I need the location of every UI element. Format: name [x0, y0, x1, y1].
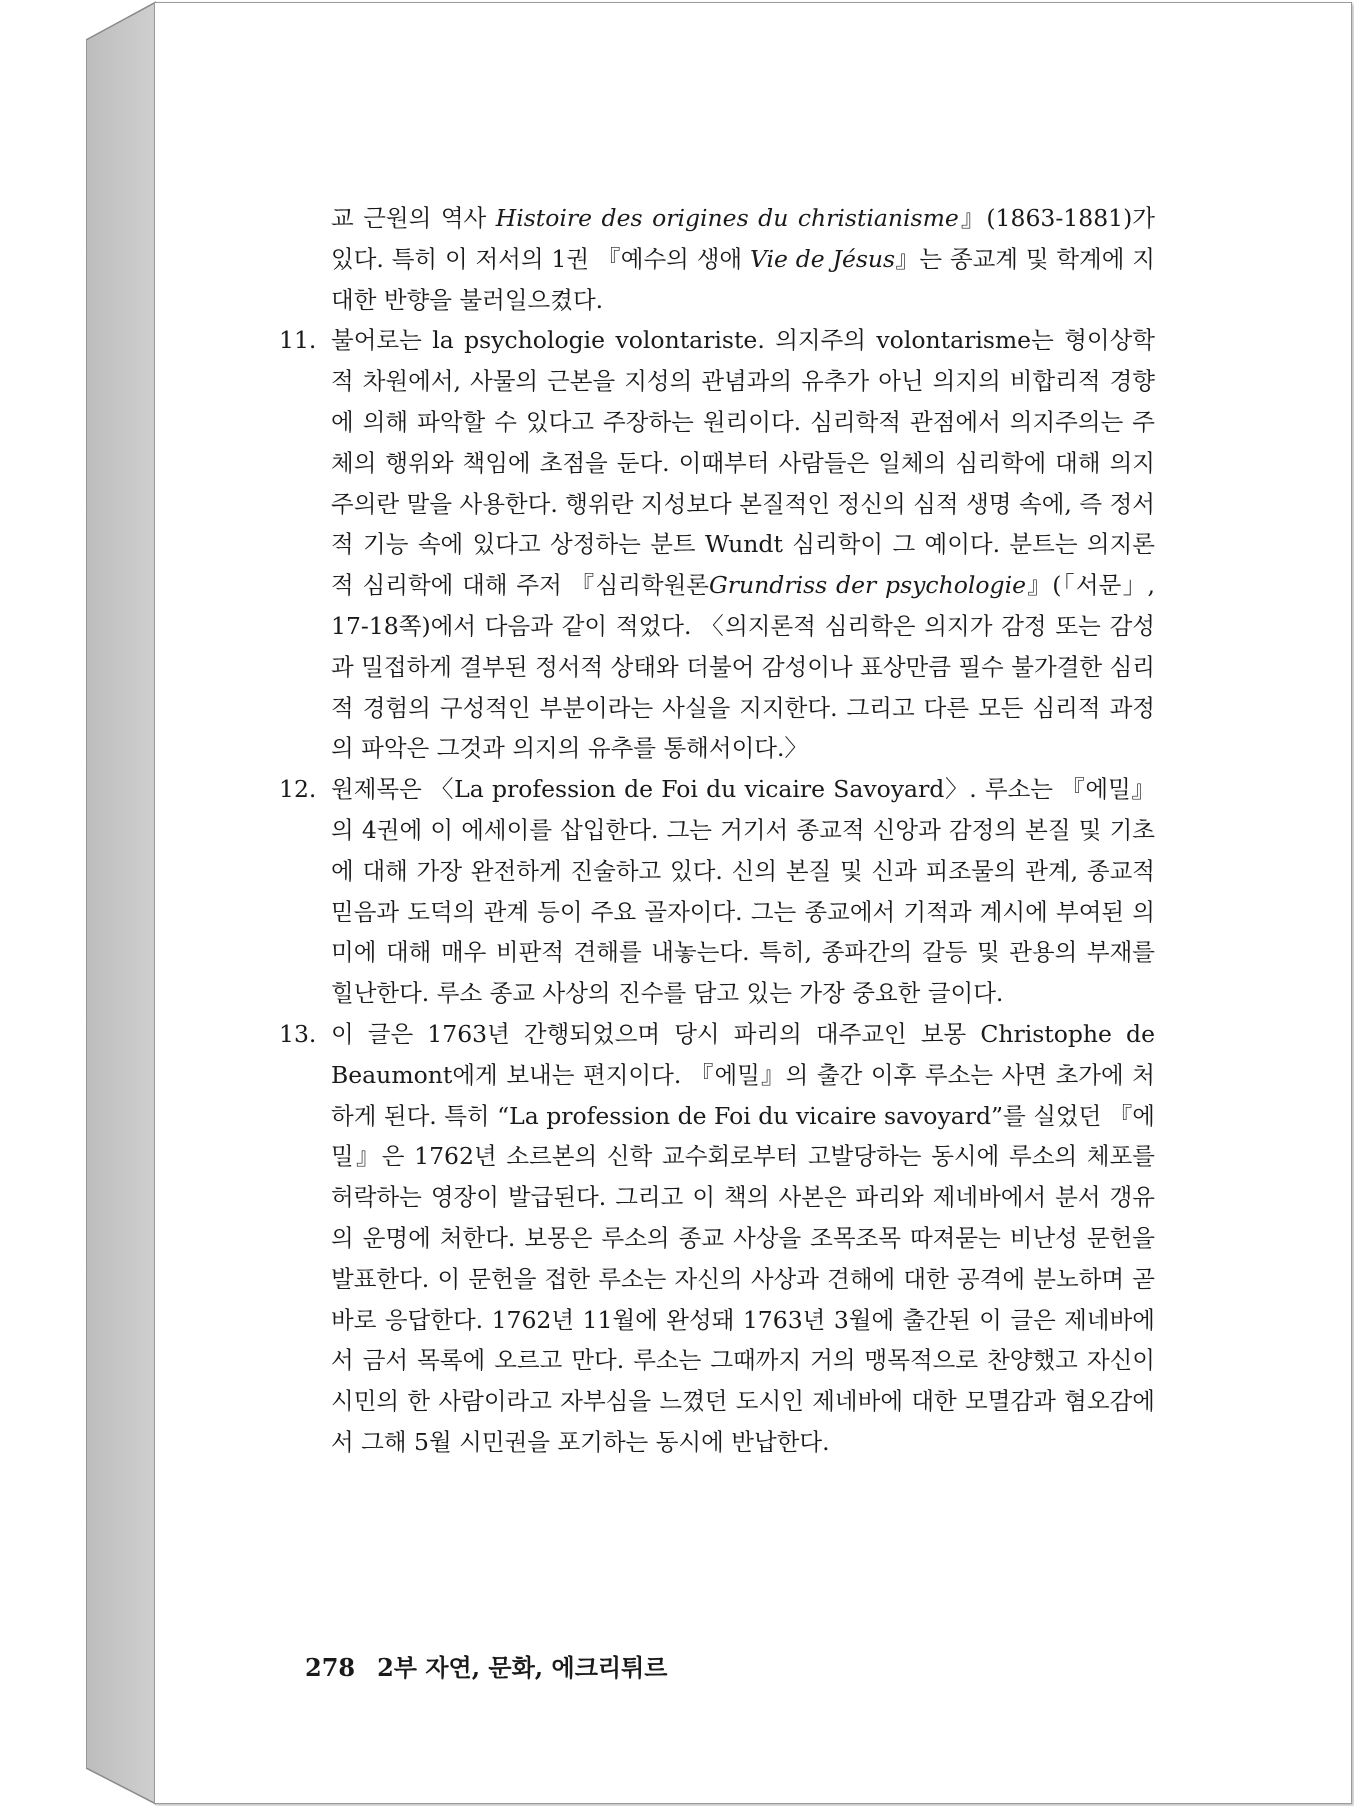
- book-title: Grundriss der psychologie: [709, 571, 1027, 600]
- book-title: Histoire des origines du christianisme: [495, 204, 959, 232]
- book-page: [154, 2, 1352, 1804]
- note-text: 원제목은 〈La profession de Foi du vicaire Savoyard〉. 루소는 『에밀』의 4권에 이 에세이를 삽입한다. 그는 거기서 종교적 신앙과 감정의 본질 및 기초에 대해 가장 완전하게 진술하고 있다. 신의 본질 및 신과 피조물의 관계, 종교적 믿음과 도덕의 관계 등이 주요 골자이다. 그는 종교에서 기적과 계시에 부여된 의미에 대해 매우 비판적 견해를 내놓는다. 특히, 종파간의 갈등 및 관용의 부재를 힐난한다. 루소 종교 사상의 진수를 담고 있는 가장 중요한 글이다.: [331, 775, 1155, 1008]
- note-text: 불어로는 la psychologie volontariste. 의지주의 volontarisme는 형이상학적 차원에서, 사물의 근본을 지성의 관념과의 유추가 아닌 의지의 비합리적 경향에 의해 파악할 수 있다고 주장하는 원리이다. 심리학적 관점에서 의지주의는 주체의 행위와 책임에 초점을 둔다. 이때부터 사람들은 일체의 심리학에 대해 의지주의란 말을 사용한다. 행위란 지성보다 본질적인 정신의 심적 생명 속에, 즉 정서적 기능 속에 있다고 상정하는 분트 Wundt 심리학이 그 예이다. 분트는 의지론적 심리학에 대해 주저 『심리학원론Grundriss der psychologie』(「서문」, 17-18쪽)에서 다음과 같이 적었다. 〈의지론적 심리학은 의지가 감정 또는 감성과 밀접하게 결부된 정서적 상태와 더불어 감성이나 표상만큼 필수 불가결한 심리적 경험의 구성적인 부분이라는 사실을 지지한다. 그리고 다른 모든 심리적 과정의 파악은 그것과 의지의 유추를 통해서이다.〉: [331, 326, 1155, 763]
- endnote-11: [279, 320, 1155, 769]
- intro-paragraph: 교 근원의 역사 Histoire des origines du christianisme』(1863-1881)가 있다. 특히 이 저서의 1권 『예수의 생애 Vie de Jésus』는 종교계 및 학계에 지대한 반향을 불러일으켰다.: [331, 204, 1155, 314]
- note-number: 13.: [279, 1019, 317, 1048]
- book: [86, 0, 1354, 1806]
- page-number: 278: [305, 1653, 356, 1682]
- page-content: [279, 198, 1155, 1463]
- book-spine: [86, 0, 156, 1806]
- note-text: 이 글은 1763년 간행되었으며 당시 파리의 대주교인 보몽 Christophe de Beaumont에게 보내는 편지이다. 『에밀』의 출간 이후 루소는 사면 초가에 처하게 된다. 특히 “La profession de Foi du vicaire savoyard”를 실었던 『에밀』은 1762년 소르본의 신학 교수회로부터 고발당하는 동시에 루소의 체포를 허락하는 영장이 발급된다. 그리고 이 책의 사본은 파리와 제네바에서 분서 갱유의 운명에 처한다. 보몽은 루소의 종교 사상을 조목조목 따져묻는 비난성 문헌을 발표한다. 이 문헌을 접한 루소는 자신의 사상과 견해에 대한 공격에 분노하며 곧바로 응답한다. 1762년 11월에 완성돼 1763년 3월에 출간된 이 글은 제네바에서 금서 목록에 오르고 만다. 루소는 그때까지 거의 맹목적으로 찬양했고 자신이 시민의 한 사람이라고 자부심을 느꼈던 도시인 제네바에 대한 모멸감과 혐오감에서 그해 5월 시민권을 포기하는 동시에 반납한다.: [331, 1019, 1155, 1456]
- endnote-12: [279, 769, 1155, 1014]
- note-number: 11.: [279, 326, 317, 355]
- book-title: Vie de Jésus: [749, 244, 896, 273]
- endnote-13: [279, 1014, 1155, 1463]
- running-title: 2부 자연, 문화, 에크리튀르: [377, 1653, 668, 1682]
- page-footer: [305, 1648, 667, 1683]
- note-number: 12.: [279, 775, 317, 804]
